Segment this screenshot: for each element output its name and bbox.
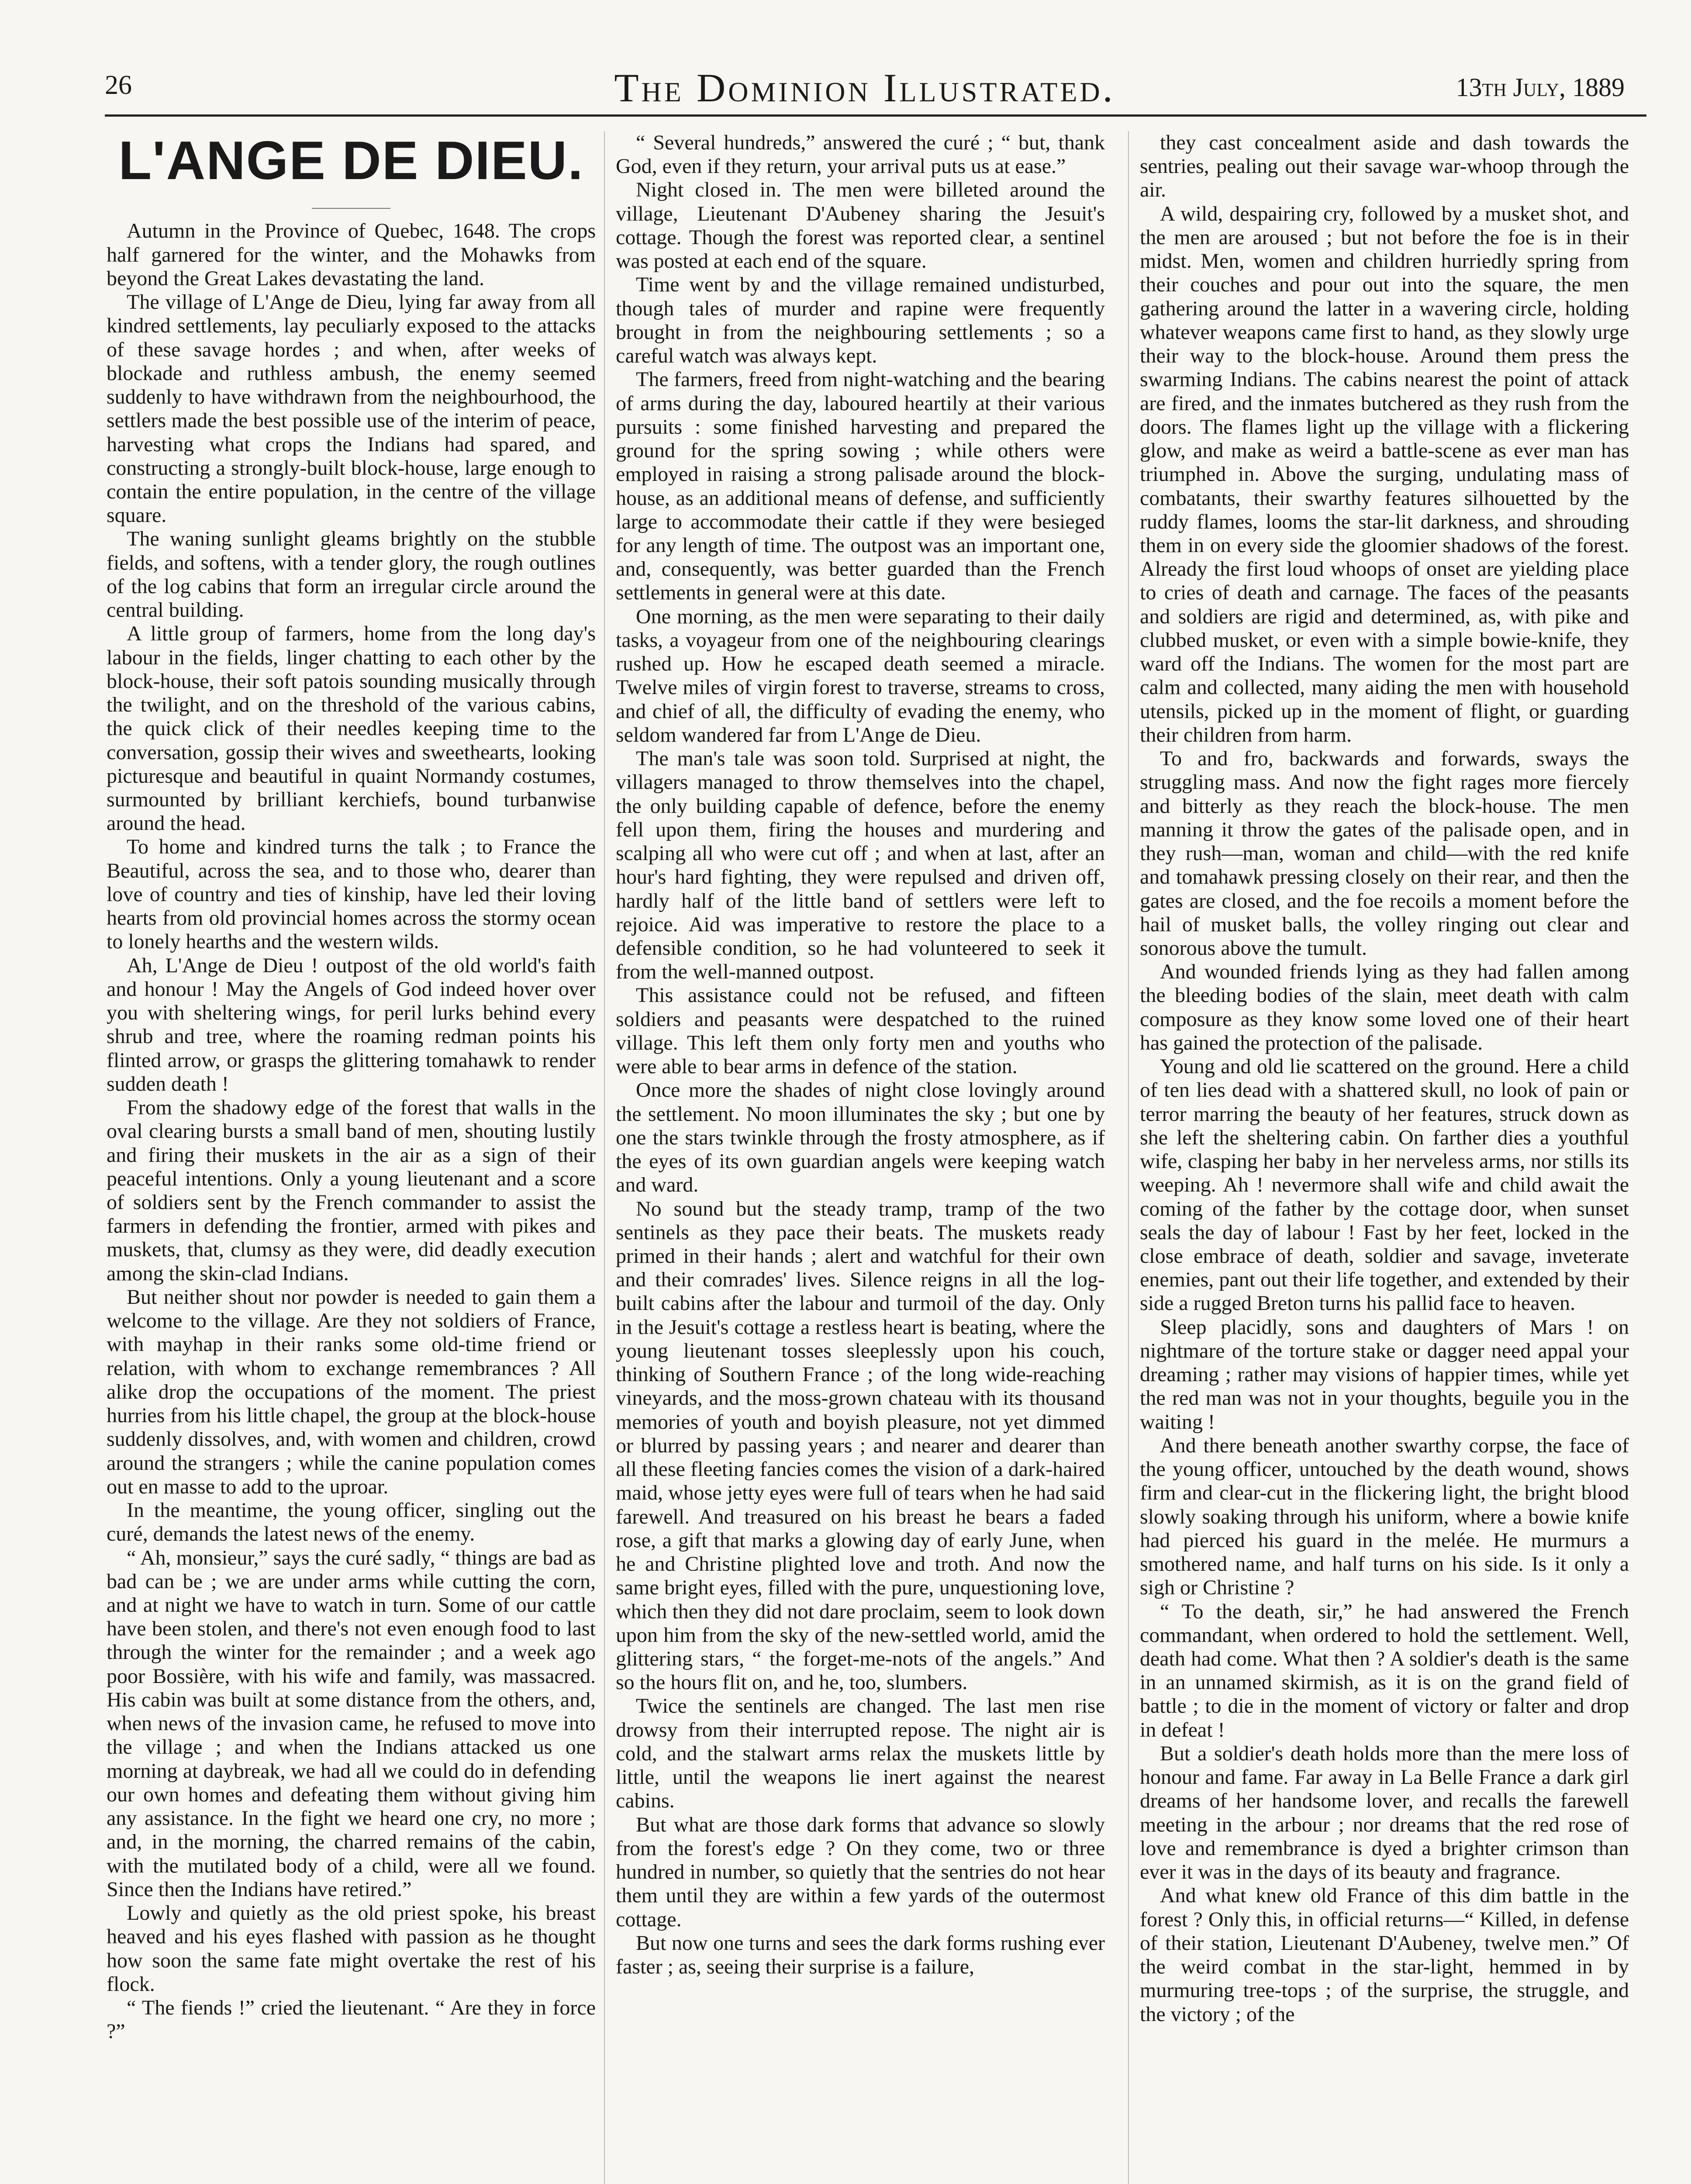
paragraph: And there beneath another swarthy corpse, the face of the young officer, untouched by the death wound, shows firm and clear-cut in the flickering light, the bright blood slowly soaking through his uniform, where a bowie knife had pierced his guard in the melée. He murmurs a smothered name, and half turns on his side. Is it only a sigh or Christine ? <box>1140 1434 1629 1600</box>
paragraph: In the meantime, the young officer, singling out the curé, demands the latest news of the enemy. <box>107 1499 596 1546</box>
issue-date: 13th July, 1889 <box>1456 73 1625 102</box>
paragraph: Time went by and the village remained undisturbed, though tales of murder and rapine were frequently brought in from the neighbouring settlements ; so a careful watch was always kept. <box>616 273 1105 368</box>
paragraph: The village of L'Ange de Dieu, lying far away from all kindred settlements, lay peculiarly exposed to the attacks of these savage hordes ; and when, after weeks of blockade and ruthless ambush, the enemy seemed suddenly to have withdrawn from the neighbourhood, the settlers made the best possible use of the interim of peace, harvesting what crops the Indians had spared, and constructing a strongly-built block-house, large enough to contain the entire population, in the centre of the village square. <box>107 290 596 527</box>
paragraph: A little group of farmers, home from the long day's labour in the fields, linger chatting to each other by the block-house, their soft patois sounding musically through the twilight, and on the threshold of the various cabins, the quick click of their needles keeping time to the conversation, gossip their wives and sweethearts, looking picturesque and beautiful in quaint Normandy costumes, surmounted by brilliant kerchiefs, bound turbanwise around the head. <box>107 622 596 835</box>
paragraph: Ah, L'Ange de Dieu ! outpost of the old world's faith and honour ! May the Angels of God indeed hover over you with sheltering wings, for peril lurks behind every shrub and tree, where the roaming redman points his flinted arrow, or grasps the glittering tomahawk to render sudden death ! <box>107 954 596 1095</box>
paragraph: From the shadowy edge of the forest that walls in the oval clearing bursts a small band of men, shouting lustily and firing their muskets in the air as a sign of their peaceful intentions. Only a young lieutenant and a score of soldiers sent by the French commander to assist the farmers in defending the frontier, armed with pikes and muskets, that, clumsy as they were, did deadly execution among the skin-clad Indians. <box>107 1096 596 1285</box>
paragraph: But a soldier's death holds more than the mere loss of honour and fame. Far away in La Belle France a dark girl dreams of her handsome lover, and recalls the farewell meeting in the arbour ; nor dreams that the red rose of love and remembrance is dyed a brighter crimson than ever it was in the days of its beauty and fragrance. <box>1140 1742 1629 1884</box>
paragraph: The man's tale was soon told. Surprised at night, the villagers managed to throw themselves into the chapel, the only building capable of defence, before the enemy fell upon them, firing the houses and murdering and scalping all who were cut off ; and when at last, after an hour's hard fighting, they were repulsed and driven off, hardly half of the little band of settlers were left to rejoice. Aid was imperative to restore the place to a defensible condition, so he had volunteered to seek it from the well-manned outpost. <box>616 747 1105 984</box>
paragraph: But now one turns and sees the dark forms rushing ever faster ; as, seeing their surprise is a failure, <box>616 1931 1105 1979</box>
column-1 <box>107 131 596 2184</box>
paragraph: No sound but the steady tramp, tramp of the two sentinels as they pace their beats. The muskets ready primed in their hands ; alert and watchful for their own and their comrades' lives. Silence reigns in all the log-built cabins after the labour and turmoil of the day. Only in the Jesuit's cottage a restless heart is beating, where the young lieutenant tosses sleeplessly upon his couch, thinking of Southern France ; of the long wide-reaching vineyards, and the moss-grown chateau with its thousand memories of youth and boyish pleasure, not yet dimmed or blurred by passing years ; and nearer and dearer than all these fleeting fancies comes the vision of a dark-haired maid, whose jetty eyes were full of tears when he had said farewell. And treasured on his breast he bears a faded rose, a gift that marks a glowing day of early June, when he and Christine plighted love and troth. And now the same bright eyes, filled with the pure, unquestioning love, which then they did not dare proclaim, seem to look down upon him from the sky of the new-settled world, amid the glittering stars, “ the forget-me-nots of the angels.” And so the hours flit on, and he, too, slumbers. <box>616 1197 1105 1694</box>
paragraph: And wounded friends lying as they had fallen among the bleeding bodies of the slain, meet death with calm composure as they know some loved one of their heart has gained the protection of the palisade. <box>1140 960 1629 1054</box>
page-header <box>105 57 1625 109</box>
paragraph: To and fro, backwards and forwards, sways the struggling mass. And now the fight rages more fiercely and bitterly as they reach the block-house. The men manning it throw the gates of the palisade open, and in they rush—man, woman and child—with the red knife and tomahawk pressing closely on their rear, and then the gates are closed, and the foe recoils a moment before the hail of musket balls, the volley ringing out clear and sonorous above the tumult. <box>1140 747 1629 960</box>
paragraph: The farmers, freed from night-watching and the bearing of arms during the day, laboured heartily at their various pursuits : some finished harvesting and prepared the ground for the spring sowing ; while others were employed in raising a strong palisade around the block-house, as an additional means of defense, and sufficiently large to accommodate their cattle if they were besieged for any length of time. The outpost was an important one, and, consequently, was better guarded than the French settlements in general were at this date. <box>616 368 1105 605</box>
column-divider <box>604 131 605 2184</box>
paragraph: Night closed in. The men were billeted around the village, Lieutenant D'Aubeney sharing the Jesuit's cottage. Though the forest was reported clear, a sentinel was posted at each end of the square. <box>616 178 1105 273</box>
column-1-body <box>107 219 596 2043</box>
paragraph: Twice the sentinels are changed. The last men rise drowsy from their interrupted repose. The night air is cold, and the stalwart arms relax the muskets little by little, until the weapons lie inert against the nearest cabins. <box>616 1694 1105 1813</box>
column-divider <box>1128 131 1129 2184</box>
paragraph: Once more the shades of night close lovingly around the settlement. No moon illuminates the sky ; but one by one the stars twinkle through the frosty atmosphere, as if the eyes of its own guardian angels were keeping watch and ward. <box>616 1078 1105 1197</box>
column-2-body <box>616 131 1105 1979</box>
page-number: 26 <box>105 70 132 100</box>
masthead: The Dominion Illustrated. <box>614 66 1115 110</box>
article-title: L'ANGE DE DIEU. <box>118 131 584 191</box>
paragraph: The waning sunlight gleams brightly on the stubble fields, and softens, with a tender glory, the rough outlines of the log cabins that form an irregular circle around the central building. <box>107 527 596 622</box>
paragraph: they cast concealment aside and dash towards the sentries, pealing out their savage war-whoop through the air. <box>1140 131 1629 202</box>
paragraph: And what knew old France of this dim battle in the forest ? Only this, in official returns—“ Killed, in defense of their station, Lieutenant D'Aubeney, twelve men.” Of the weird combat in the star-light, hemmed in by murmuring tree-tops ; of the surprise, the struggle, and the victory ; of the <box>1140 1884 1629 2026</box>
paragraph: But what are those dark forms that advance so slowly from the forest's edge ? On they come, two or three hundred in number, so quietly that the sentries do not hear them until they are within a few yards of the outermost cottage. <box>616 1813 1105 1931</box>
paragraph: “ Ah, monsieur,” says the curé sadly, “ things are bad as bad can be ; we are under arms while cutting the corn, and at night we have to watch in turn. Some of our cattle have been stolen, and there's not even enough food to last through the winter for the remainder ; and a week ago poor Bossière, with his wife and family, was massacred. His cabin was built at some distance from the others, and, when news of the invasion came, he refused to move into the village ; and when the Indians attacked us one morning at daybreak, we had all we could do in defending our own homes and defeating them without giving him any assistance. In the fight we heard one cry, no more ; and, in the morning, the charred remains of the cabin, with the mutilated body of a child, were all we found. Since then the Indians have retired.” <box>107 1546 596 1901</box>
paragraph: Young and old lie scattered on the ground. Here a child of ten lies dead with a shattered skull, no look of pain or terror marring the beauty of her features, struck down as she left the sheltering cabin. On farther dies a youthful wife, clasping her baby in her nerveless arms, nor stills its weeping. Ah ! nevermore shall wife and child await the coming of the father by the cottage door, when sunset seals the day of labour ! Fast by her feet, locked in the close embrace of death, soldier and savage, inveterate enemies, pant out their life together, and extended by their side a rugged Breton turns his pallid face to heaven. <box>1140 1055 1629 1315</box>
paragraph: “ The fiends !” cried the lieutenant. “ Are they in force ?” <box>107 1996 596 2043</box>
paragraph: This assistance could not be refused, and fifteen soldiers and peasants were despatched to the ruined village. This left them only forty men and youths who were able to bear arms in defence of the station. <box>616 984 1105 1078</box>
paragraph: Autumn in the Province of Quebec, 1648. The crops half garnered for the winter, and the Mohawks from beyond the Great Lakes devastating the land. <box>107 219 596 290</box>
paragraph: Lowly and quietly as the old priest spoke, his breast heaved and his eyes flashed with passion as he thought how soon the same fate might overtake the rest of his flock. <box>107 1901 596 1996</box>
paragraph: “ Several hundreds,” answered the curé ; “ but, thank God, even if they return, your arrival puts us at ease.” <box>616 131 1105 178</box>
paragraph: Sleep placidly, sons and daughters of Mars ! on nightmare of the torture stake or dagger need appal your dreaming ; rather may visions of happier times, while yet the red man was not in your thoughts, beguile you in the waiting ! <box>1140 1315 1629 1434</box>
paragraph: But neither shout nor powder is needed to gain them a welcome to the village. Are they not soldiers of France, with mayhap in their ranks some old-time friend or relation, with whom to exchange remembrances ? All alike drop the occupations of the moment. The priest hurries from his little chapel, the group at the block-house suddenly dissolves, and, with women and children, crowd around the strangers ; while the canine population comes out en masse to add to the uproar. <box>107 1285 596 1498</box>
column-3-body <box>1140 131 1629 2026</box>
header-rule <box>105 114 1646 117</box>
column-3 <box>1140 131 1629 2184</box>
title-rule <box>312 208 390 209</box>
paragraph: A wild, despairing cry, followed by a musket shot, and the men are aroused ; but not before the foe is in their midst. Men, women and children hurriedly spring from their couches and pour out into the square, the men gathering around the latter in a wavering circle, holding whatever weapons came first to hand, as they slowly urge their way to the block-house. Around them press the swarming Indians. The cabins nearest the point of attack are fired, and the inmates butchered as they rush from the doors. The flames light up the village with a flickering glow, and make as weird a battle-scene as ever man has triumphed in. Above the surging, undulating mass of combatants, their swarthy features silhouetted by the ruddy flames, looms the star-lit darkness, and shrouding them in on every side the gloomier shadows of the forest. Already the first loud whoops of onset are yielding place to cries of death and carnage. The faces of the peasants and soldiers are rigid and determined, as, with pike and clubbed musket, or even with a simple bowie-knife, they ward off the Indians. The women for the most part are calm and collected, many aiding the men with household utensils, picked up in the moment of flight, or guarding their children from harm. <box>1140 202 1629 746</box>
paragraph: “ To the death, sir,” he had answered the French commandant, when ordered to hold the settlement. Well, death had come. What then ? A soldier's death is the same in an unnamed skirmish, as it is on the grand field of battle ; to die in the moment of victory or falter and drop in defeat ! <box>1140 1600 1629 1742</box>
column-2 <box>616 131 1105 2184</box>
paragraph: One morning, as the men were separating to their daily tasks, a voyageur from one of the neighbouring clearings rushed up. How he escaped death seemed a miracle. Twelve miles of virgin forest to traverse, streams to cross, and chief of all, the difficulty of evading the enemy, who seldom wandered far from L'Ange de Dieu. <box>616 605 1105 746</box>
paragraph: To home and kindred turns the talk ; to France the Beautiful, across the sea, and to those who, dearer than love of country and ties of kinship, have led their loving hearts from old provincial homes across the stormy ocean to lonely hearths and the western wilds. <box>107 835 596 954</box>
